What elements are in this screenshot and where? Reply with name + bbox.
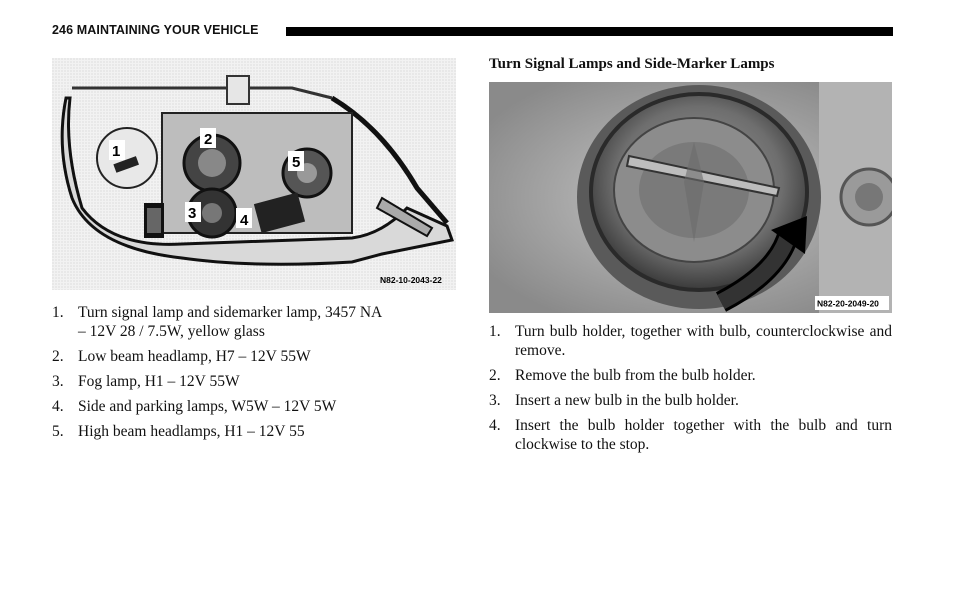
figure-code: N82-20-2049-20: [817, 298, 879, 309]
list-item: 1. Turn signal lamp and sidemarker lamp, 3457 NA – 12V 28 / 7.5W, yellow glass: [52, 304, 382, 340]
figure-code: N82-10-2043-22: [380, 275, 442, 285]
bulb-holder-photo: [489, 82, 892, 313]
replacement-steps-list: [489, 322, 892, 460]
callout-2: 2: [204, 131, 213, 148]
callout-5: 5: [292, 154, 301, 171]
list-item: 1. Turn bulb holder, together with bulb, counterclockwise and remove.: [489, 323, 892, 359]
bulb-specification-list: [52, 303, 392, 447]
list-item: 2. Low beam headlamp, H7 – 12V 55W: [52, 348, 311, 365]
page-header: [52, 21, 893, 41]
callout-3: 3: [188, 205, 197, 222]
headlamp-assembly-figure: [52, 58, 456, 290]
list-item: 3. Fog lamp, H1 – 12V 55W: [52, 373, 240, 390]
callout-1: 1: [112, 143, 121, 160]
callout-4: 4: [240, 212, 249, 229]
list-item: 5. High beam headlamps, H1 – 12V 55: [52, 423, 305, 440]
section-title: Turn Signal Lamps and Side-Marker Lamps: [489, 56, 775, 72]
list-item: 2. Remove the bulb from the bulb holder.: [489, 367, 756, 384]
list-item: 4. Insert the bulb holder together with the bulb and turn clockwise to the stop.: [489, 417, 892, 453]
page-header-title: 246 MAINTAINING YOUR VEHICLE: [52, 23, 259, 37]
list-item: 4. Side and parking lamps, W5W – 12V 5W: [52, 398, 337, 415]
bulb-holder-figure: [489, 82, 892, 313]
headlamp-assembly-illustration: [52, 58, 456, 290]
list-item: 3. Insert a new bulb in the bulb holder.: [489, 392, 739, 409]
header-rule: [286, 27, 893, 36]
